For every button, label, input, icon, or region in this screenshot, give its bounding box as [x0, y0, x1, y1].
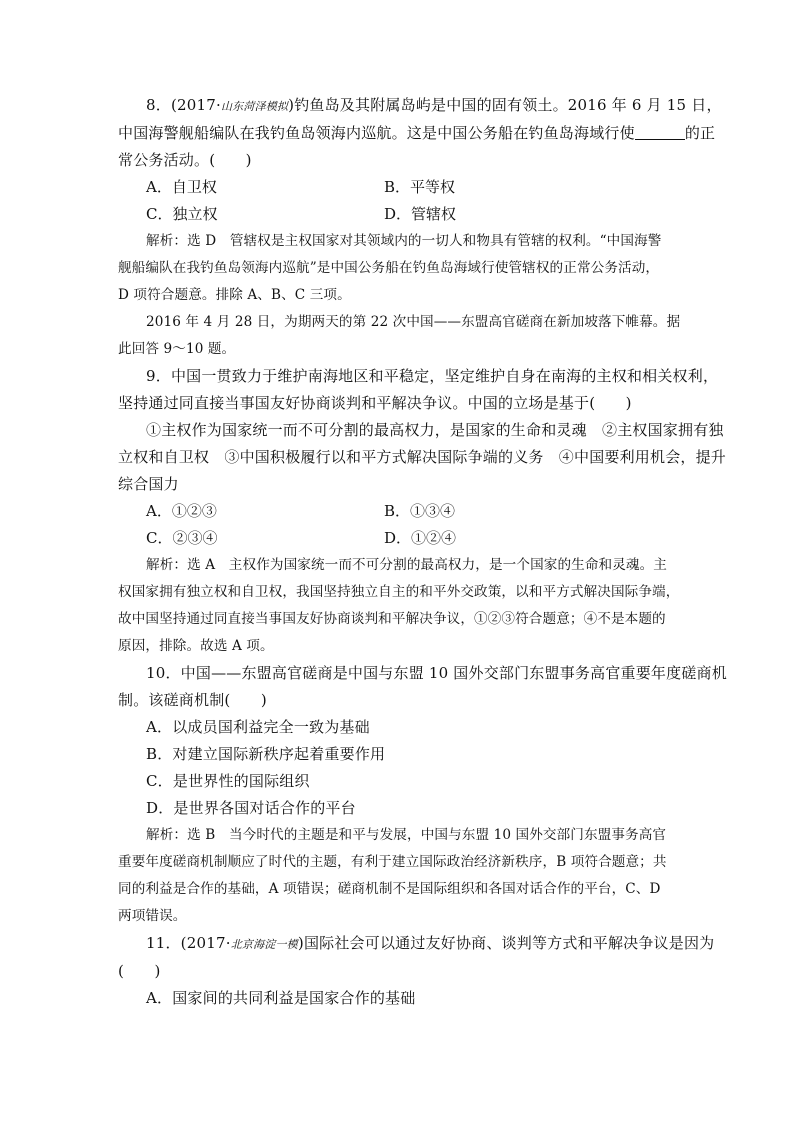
q8-stem-line-3: 常公务活动。( )	[118, 151, 252, 169]
q9-items-line-1: ①主权作为国家统一而不可分割的最高权力，是国家的生命和灵魂 ②主权国家拥有独	[146, 421, 724, 439]
q9-items-line-2: 立权和自卫权 ③中国积极履行以和平方式解决国际争端的义务 ④中国要利用机会，提升	[118, 448, 727, 466]
q10-analysis-line-4: 两项错误。	[118, 908, 187, 924]
q10-stem-line-2: 制。该磋商机制( )	[118, 691, 267, 709]
q10-analysis-line-3: 同的利益是合作的基础，A 项错误；磋商机制不是国际组织和各国对话合作的平台，C、D	[118, 881, 661, 897]
q9-stem-line-2: 坚持通过同直接当事国友好协商谈判和平解决争议。中国的立场是基于( )	[118, 394, 632, 412]
q11-stem-line-2: ( )	[118, 962, 161, 980]
q10-analysis-line-2: 重要年度磋商机制顺应了时代的主题，有利于建立国际政治经济新秩序，B 项符合题意；共	[118, 854, 667, 870]
q8-analysis-line-1: 解析：选 D 管辖权是主权国家对其领域内的一切人和物具有管辖的权利。“中国海警	[146, 233, 662, 249]
q9-analysis-line-4: 原因，排除。故选 A 项。	[118, 638, 274, 654]
q8-option-a: A．自卫权	[146, 178, 217, 196]
q10-option-b: B．对建立国际新秩序起着重要作用	[146, 745, 386, 763]
q10-analysis-line-1: 解析：选 B 当今时代的主题是和平与发展，中国与东盟 10 国外交部门东盟事务高官	[146, 827, 667, 843]
q8-source: 山东菏泽模拟	[220, 100, 289, 113]
q8-options	[118, 174, 678, 228]
q10-option-c: C．是世界性的国际组织	[146, 772, 310, 790]
q10-option-d: D．是世界各国对话合作的平台	[146, 799, 356, 817]
q9-option-d: D．①②④	[384, 529, 457, 547]
q9-analysis-line-1: 解析：选 A 主权作为国家统一而不可分割的最高权力，是一个国家的生命和灵魂。主	[146, 557, 668, 573]
answer-blank	[635, 124, 685, 140]
q10-option-a: A．以成员国利益完全一致为基础	[146, 718, 370, 736]
q8-stem-line-2: 中国海警舰船编队在我钓鱼岛领海内巡航。这是中国公务船在钓鱼岛海域行使 的正	[118, 124, 716, 142]
q9-options	[118, 498, 678, 552]
material-line-2: 此回答 9～10 题。	[118, 341, 236, 357]
q11-option-a: A．国家间的共同利益是国家合作的基础	[146, 989, 416, 1007]
q9-option-b: B．①③④	[384, 502, 456, 520]
q9-option-a: A．①②③	[146, 502, 217, 520]
q9-items-line-3: 综合国力	[118, 475, 179, 493]
q9-stem-line-1: 9．中国一贯致力于维护南海地区和平稳定，坚定维护自身在南海的主权和相关权利，	[146, 367, 719, 385]
q11-stem-line-1: 11．(2017·北京海淀一模)国际社会可以通过友好协商、谈判等方式和平解决争议是因为	[146, 934, 715, 952]
q9-analysis-line-2: 权国家拥有独立权和自卫权，我国坚持独立自主的和平外交政策，以和平方式解决国际争端，	[118, 584, 680, 600]
q11-source: 北京海淀一模	[230, 938, 298, 951]
q8-analysis-line-3: D 项符合题意。排除 A、B、C 三项。	[118, 287, 351, 303]
q9-option-c: C．②③④	[146, 529, 218, 547]
material-line-1: 2016 年 4 月 28 日，为期两天的第 22 次中国——东盟高官磋商在新加坡落下帷幕。据	[146, 314, 681, 330]
q8-stem-line-1: 8．(2017·山东菏泽模拟)钓鱼岛及其附属岛屿是中国的固有领土。2016 年 6 月 15 日，	[146, 96, 722, 114]
q8-option-c: C．独立权	[146, 205, 218, 223]
document-page	[118, 92, 727, 1012]
q9-analysis-line-3: 故中国坚持通过同直接当事国友好协商谈判和平解决争议，①②③符合题意；④不是本题的	[118, 611, 666, 627]
q8-option-d: D．管辖权	[384, 205, 457, 223]
q8-option-b: B．平等权	[384, 178, 456, 196]
q8-analysis-line-2: 舰船编队在我钓鱼岛领海内巡航”是中国公务船在钓鱼岛海域行使管辖权的正常公务活动，	[118, 260, 660, 276]
q10-stem-line-1: 10．中国——东盟高官磋商是中国与东盟 10 国外交部门东盟事务高官重要年度磋商机	[146, 664, 727, 682]
